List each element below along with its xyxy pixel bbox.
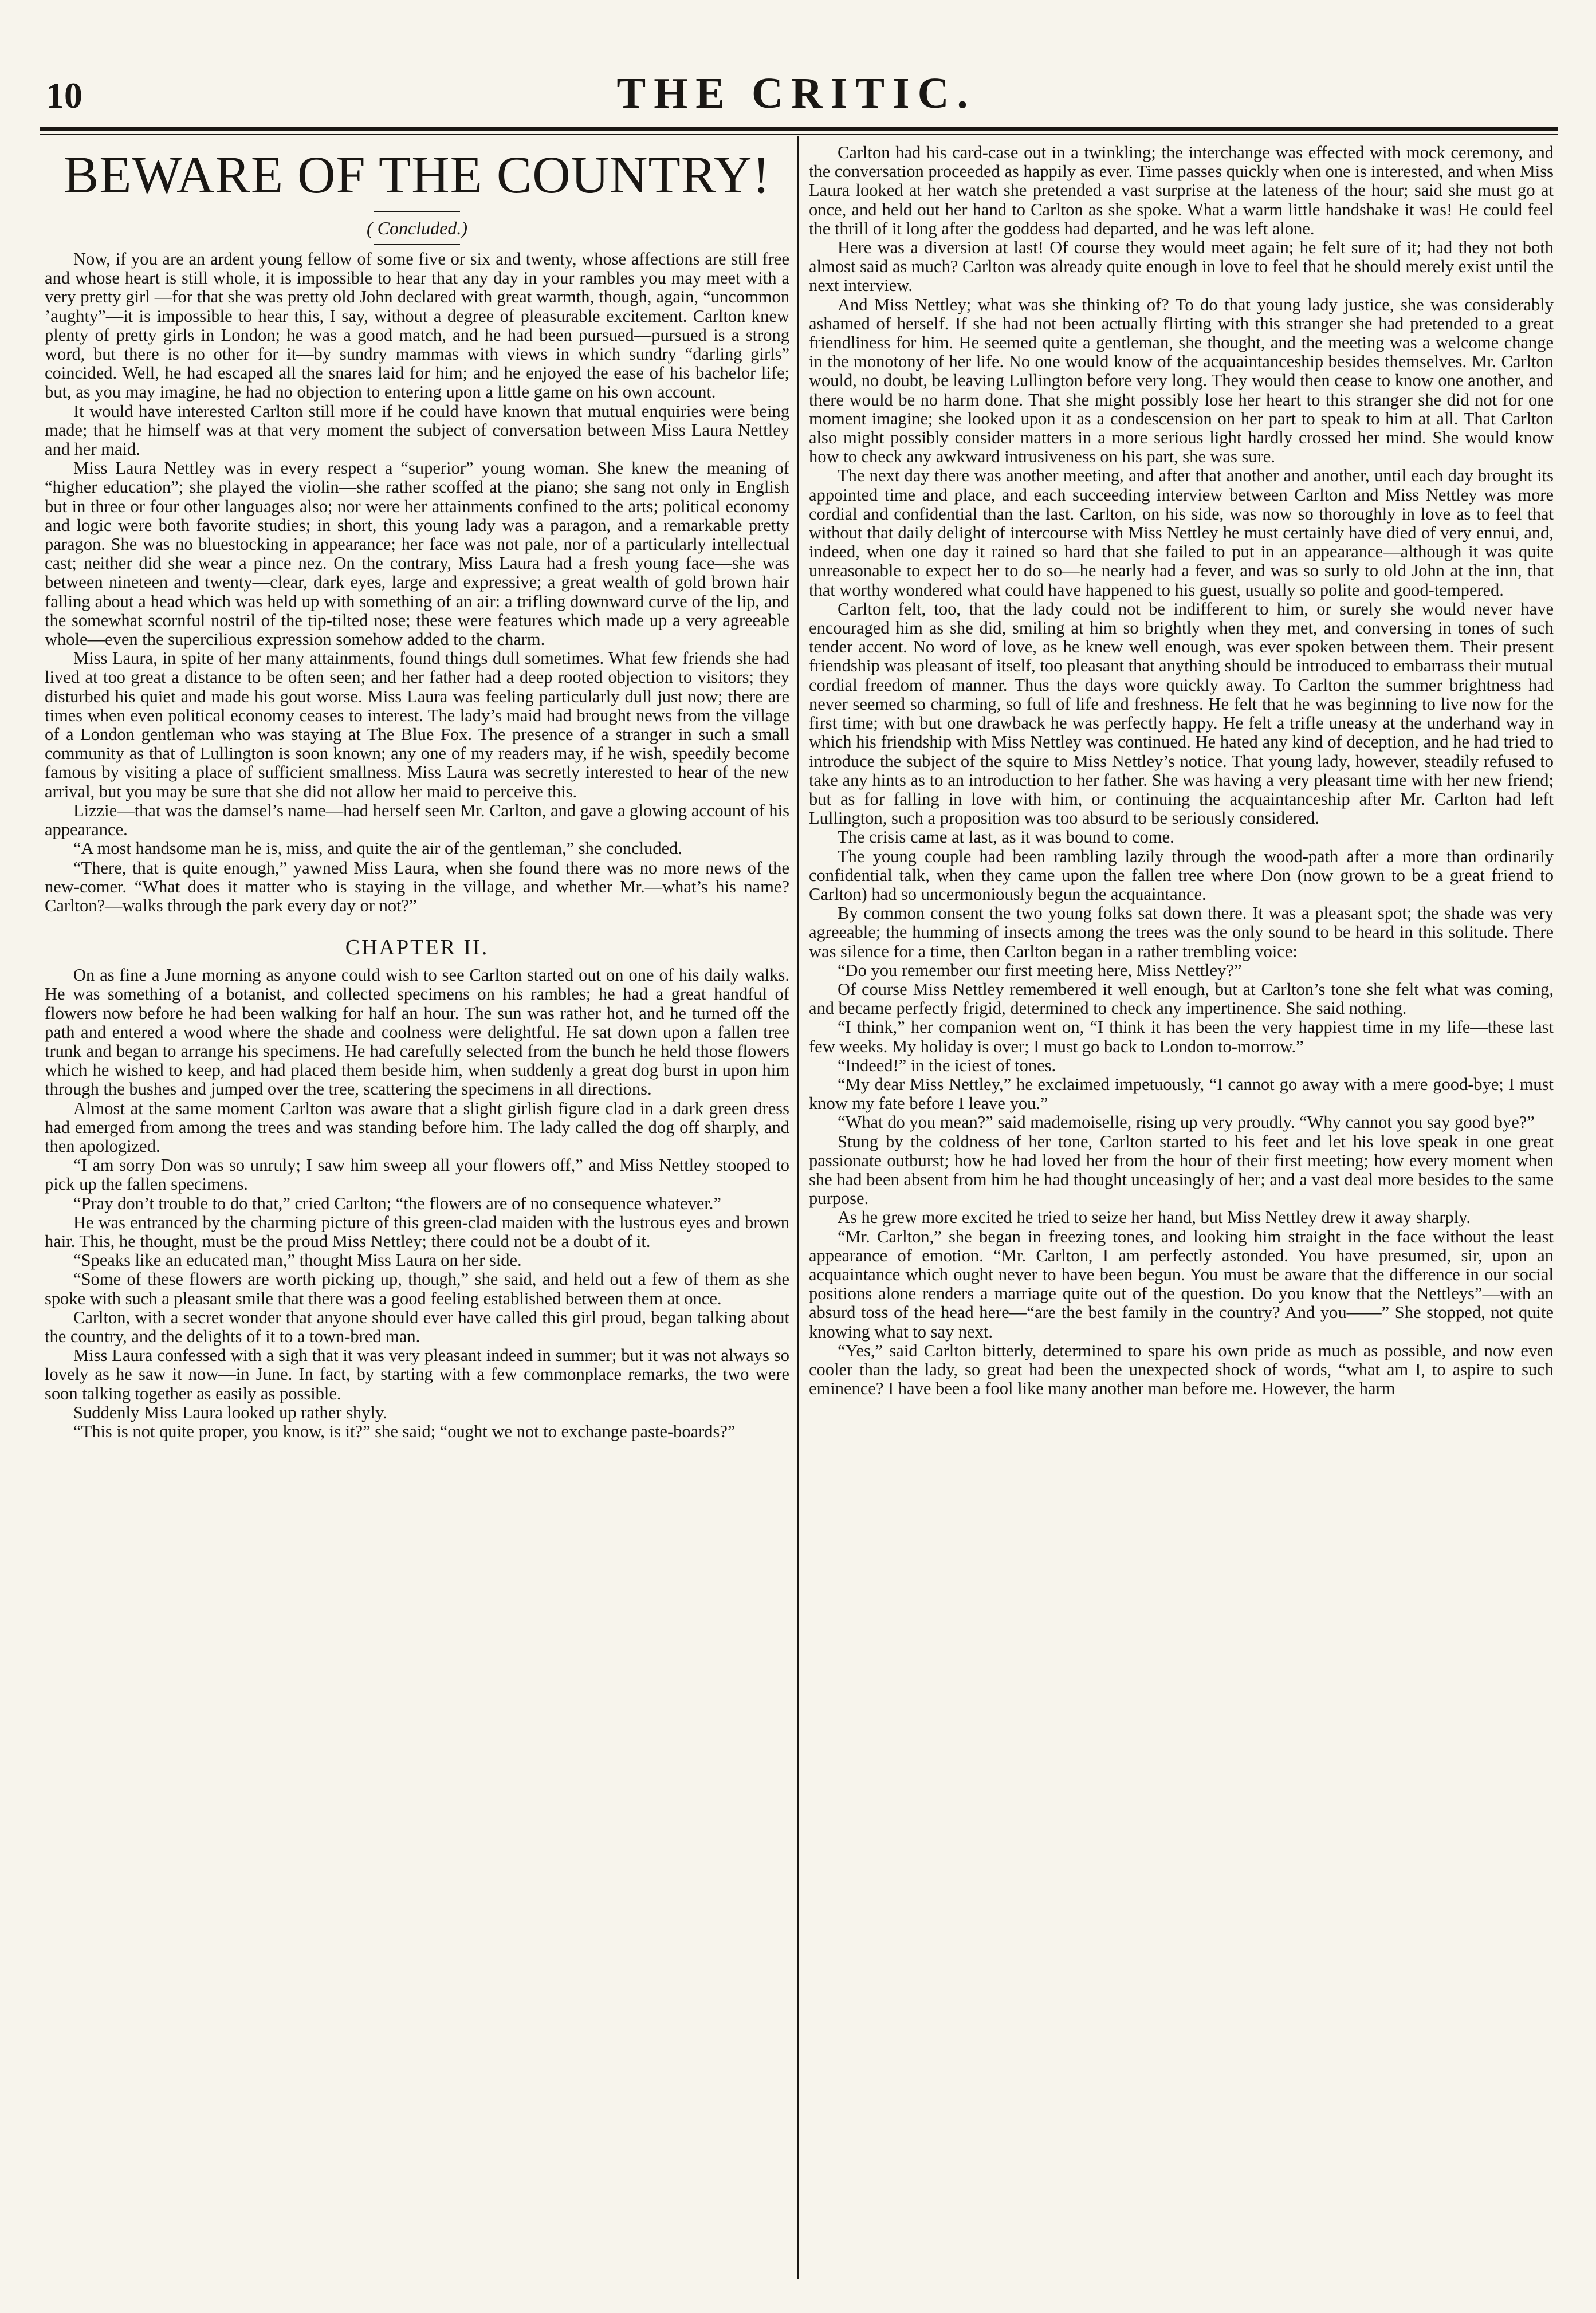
paragraph: Suddenly Miss Laura looked up rather shyly. (73, 1402, 387, 1422)
paragraph: “My dear Miss Nettley,” he exclaimed impetuously, “I cannot go away with a mere good-bye; I must know my fate before I leave you.” (809, 1074, 1554, 1114)
paragraph: Of course Miss Nettley remembered it well enough, but at Carlton’s tone she felt what was coming, and became perfectly frigid, determined to check any impertinence. She said nothing. (809, 979, 1554, 1018)
chapter-heading: CHAPTER II. (345, 935, 489, 960)
header-rule-thin (40, 134, 1558, 135)
paragraph: The next day there was another meeting, and after that another and another, until each day brought its appointed time and place, and each succeeding interview between Carlton and Miss Nettley was more cordial and confidential than the last. Carlton, on his side, was now so thoroughly in love as to feel that without that daily delight of intercourse with Miss Nettley he must certainly have died of very ennui, and, indeed, when one day it rained so hard that she failed to put in an appearance—although it was quite unreasonable to expect her to do so—he nearly had a fever, and was so surly to old John at the inn, that that worthy wondered what could have happened to his guest, usually so polite and good-tempered. (809, 466, 1554, 600)
right-column (809, 143, 1554, 2280)
paragraph: Almost at the same moment Carlton was aware that a slight girlish figure clad in a dark green dress had emerged from among the trees and was standing before him. The lady called the dog off sharply, and then apologized. (45, 1098, 789, 1156)
header-rule (40, 127, 1558, 131)
paragraph: “What do you mean?” said mademoiselle, rising up very proudly. “Why cannot you say good bye?” (838, 1112, 1535, 1132)
paragraph: “There, that is quite enough,” yawned Miss Laura, when she found there was no more news of the new-comer. “What does it matter who is staying in the village, and whether Mr.—what’s his name? Carlton?—walks through the park every day or not?” (45, 857, 789, 915)
paragraph: By common consent the two young folks sat down there. It was a pleasant spot; the shade was very agreeable; the humming of insects among the trees was the only sound to be heard in this solitude. There was silence for a time, then Carlton began in a rather trembling voice: (809, 903, 1554, 961)
page-header (40, 63, 1552, 126)
paragraph: As he grew more excited he tried to seize her hand, but Miss Nettley drew it away sharply. (838, 1207, 1471, 1228)
paragraph: Carlton, with a secret wonder that anyone should ever have called this girl proud, began talking about the country, and the delights of it to a town-bred man. (45, 1307, 789, 1346)
paragraph: The crisis came at last, as it was bound to come. (838, 827, 1174, 847)
article-headline: BEWARE OF THE COUNTRY! (63, 145, 771, 204)
paragraph: “Pray don’t trouble to do that,” cried Carlton; “the flowers are of no consequence whatever.” (73, 1193, 721, 1213)
paragraph: “Indeed!” in the iciest of tones. (838, 1055, 1056, 1075)
paragraph: “Do you remember our first meeting here, Miss Nettley?” (838, 960, 1242, 980)
paragraph: “I am sorry Don was so unruly; I saw him sweep all your flowers off,” and Miss Nettley stooped to pick up the fallen specimens. (45, 1155, 789, 1194)
page-number: 10 (46, 75, 82, 116)
paragraph: “Mr. Carlton,” she began in freezing tones, and looking him straight in the face without the least appearance of emotion. “Mr. Carlton, I am perfectly astonded. You have presumed, sir, upon an acquaintance which ought never to have been begun. You must be aware that the difference in our social positions alone renders a marriage quite out of the question. Do you know that the Nettleys”—with an absurd toss of the head here—“are the best family in the country? And you——” She stopped, not quite knowing what to say next. (809, 1226, 1554, 1342)
paragraph: “This is not quite proper, you know, is it?” she said; “ought we not to exchange paste-boards?” (73, 1421, 736, 1441)
paragraph: “A most handsome man he is, miss, and quite the air of the gentleman,” she concluded. (73, 839, 683, 859)
paragraph: Carlton felt, too, that the lady could not be indifferent to him, or surely she would never have encouraged him as she did, smiling at him so brightly when they met, and conversing in tones of such tender accent. No word of love, as he knew well enough, was ever spoken between them. Their present friendship was pleasant of itself, too pleasant that anything should be introduced to embarrass their mutual cordial freedom of manner. Thus the days wore quickly away. To Carlton the summer brightness had never seemed so charming, so full of life and freshness. He felt that he was beginning to live now for the first time; with but one drawback he was perfectly happy. He felt a trifle uneasy at the underhand way in which his friendship with Miss Nettley was continued. He hated any kind of deception, and he had tried to introduce the subject of the squire to Miss Nettley’s notice. That young lady, however, steadily refused to take any hints as to an introduction to her father. She was having a very pleasant time with her new friend; but as for falling in love with him, or continuing the acquaintanceship after Mr. Carlton had left Lullington, such a proposition was too absurd to be seriously considered. (809, 599, 1554, 828)
left-column (45, 143, 789, 2280)
paragraph: He was entranced by the charming picture of this green-clad maiden with the lustrous eyes and brown hair. This, he thought, must be the proud Miss Nettley; there could not be a doubt of it. (45, 1212, 789, 1251)
paragraph: It would have interested Carlton still more if he could have known that mutual enquiries were being made; that he himself was at that very moment the subject of conversation between Miss Laura Nettley and her maid. (45, 401, 789, 459)
paragraph: Stung by the coldness of her tone, Carlton started to his feet and let his love speak in one great passionate outburst; how he had loved her from the hour of their first meeting; how every moment when she had been absent from him he had thought unceasingly of her; and a vast deal more besides to the same purpose. (809, 1131, 1554, 1209)
paragraph: “I think,” her companion went on, “I think it has been the very happiest time in my life—these last few weeks. My holiday is over; I must go back to London to-morrow.” (809, 1017, 1554, 1056)
paragraph: On as fine a June morning as anyone could wish to see Carlton started out on one of his daily walks. He was something of a botanist, and collected specimens on his rambles; he had a great handful of flowers now before he had been walking for half an hour. The sun was rather hot, and he turned off the path and entered a wood where the shade and coolness were delightful. He sat down upon a fallen tree trunk and began to arrange his specimens. He had carefully selected from the bunch he held those flowers which he wished to keep, and had placed them beside him, when suddenly a great dog burst in upon him through the bushes and jumped over the tree, scattering the specimens in all directions. (45, 965, 789, 1099)
column-divider (797, 136, 799, 2279)
paragraph: Now, if you are an ardent young fellow of some five or six and twenty, whose affections are still free and whose heart is still whole, it is impossible to hear that any day in your rambles you may meet with a very pretty girl —for that she was pretty old John declared with great warmth, though, again, “uncommon ’aughty”—it is impossible to hear this, I say, without a degree of pleasurable excitement. Carlton knew plenty of pretty girls in London; he was a good match, and he had been pursued—pursued is a strong word, but there is no other for it—by sundry mammas with views in which sundry “darling girls” coincided. Well, he had escaped all the snares laid for him; and he enjoyed the ease of his bachelor life; but, as you may imagine, he had no objection to entering upon a little game on his own account. (45, 249, 789, 402)
paragraph: And Miss Nettley; what was she thinking of? To do that young lady justice, she was considerably ashamed of herself. If she had not been actually flirting with this stranger she had pretended to a great friendliness for him. He seemed quite a gentleman, she thought, and the meeting was a welcome change in the monotony of her life. No one would know of the acquaintanceship besides themselves. Mr. Carlton would, no doubt, be leaving Lullington before very long. They would then cease to know one another, and there would be no harm done. That she might possibly lose her heart to this stranger she did not for one moment imagine; she looked upon it as a condescension on her part to speak to him at all. That Carlton also might possibly consider matters in a more serious light hardly crossed her mind. She would know how to check any awkward intrusiveness on his part, she was sure. (809, 294, 1554, 467)
article-subheading: ( Concluded.) (367, 218, 467, 238)
headline-rule (374, 211, 460, 212)
paragraph: “Some of these flowers are worth picking up, though,” she said, and held out a few of them as she spoke with such a pleasant smile that there was a good feeling established between them at once. (45, 1269, 789, 1308)
paragraph: “Speaks like an educated man,” thought Miss Laura on her side. (73, 1250, 522, 1270)
paragraph: Miss Laura Nettley was in every respect a “superior” young woman. She knew the meaning of “higher education”; she played the violin—she rather scoffed at the piano; she sang not only in English but in three or four other languages also; nor were her attainments confined to the arts; political economy and logic were both favorite studies; in short, this young lady was a paragon, and a remarkable pretty paragon. She was no bluestocking in appearance; her face was not pale, nor of a particularly intellectual cast; neither did she wear a pince nez. On the contrary, Miss Laura had a fresh young face—she was between nineteen and twenty—clear, dark eyes, large and expressive; a great wealth of gold brown hair falling about a head which was held up with something of an air: a trifling downward curve of the lip, and the somewhat scornful nostril of the tip-tilted nose; these were features which made up a very agreeable whole—even the supercilious expression somehow added to the charm. (45, 458, 789, 650)
paragraph: Lizzie—that was the damsel’s name—had herself seen Mr. Carlton, and gave a glowing account of his appearance. (45, 800, 789, 840)
paragraph: “Yes,” said Carlton bitterly, determined to spare his own pride as much as possible, and now even cooler than the lady, so great had been the unexpected shock of words, “what am I, to aspire to such eminence? I have been a fool like many another man before me. However, the harm (809, 1340, 1554, 1399)
paragraph: Miss Laura, in spite of her many attainments, found things dull sometimes. What few friends she had lived at too great a distance to be often seen; and her father had a deep rooted objection to visitors; they disturbed his quiet and made his gout worse. Miss Laura was feeling particularly dull just now; there are times when even political economy ceases to interest. The lady’s maid had brought news from the village of a London gentleman who was staying at The Blue Fox. The presence of a stranger in such a small community as that of Lullington is soon known; any one of my readers may, if he wish, speedily become famous by visiting a place of sufficient smallness. Miss Laura was secretly interested to hear of the new arrival, but you may be sure that she did not allow her maid to perceive this. (45, 648, 789, 801)
journal-title: THE CRITIC. (616, 69, 976, 117)
paragraph: Miss Laura confessed with a sigh that it was very pleasant indeed in summer; but it was not always so lovely as he saw it now—in June. In fact, by starting with a few commonplace remarks, the two were soon talking together as easily as possible. (45, 1346, 789, 1403)
paragraph: The young couple had been rambling lazily through the wood-path after a more than ordinarily confidential talk, when they came upon the fallen tree where Don (now grown to be a great friend to Carlton) had so uncermoniously begun the acquaintance. (809, 846, 1554, 904)
paragraph: Carlton had his card-case out in a twinkling; the interchange was effected with mock ceremony, and the conversation proceeded as happily as ever. Time passes quickly when one is interested, and when Miss Laura looked at her watch she pretended a vast surprise at the lateness of the hour; said she must go at once, and held out her hand to Carlton as she spoke. What a warm little handshake it was! He could feel the thrill of it long after the goddess had departed, and he was left alone. (809, 143, 1554, 238)
paragraph: Here was a diversion at last! Of course they would meet again; he felt sure of it; had they not both almost said as much? Carlton was already quite enough in love to feel that he should merely exist until the next interview. (809, 238, 1554, 296)
subheading-rule (374, 244, 460, 245)
